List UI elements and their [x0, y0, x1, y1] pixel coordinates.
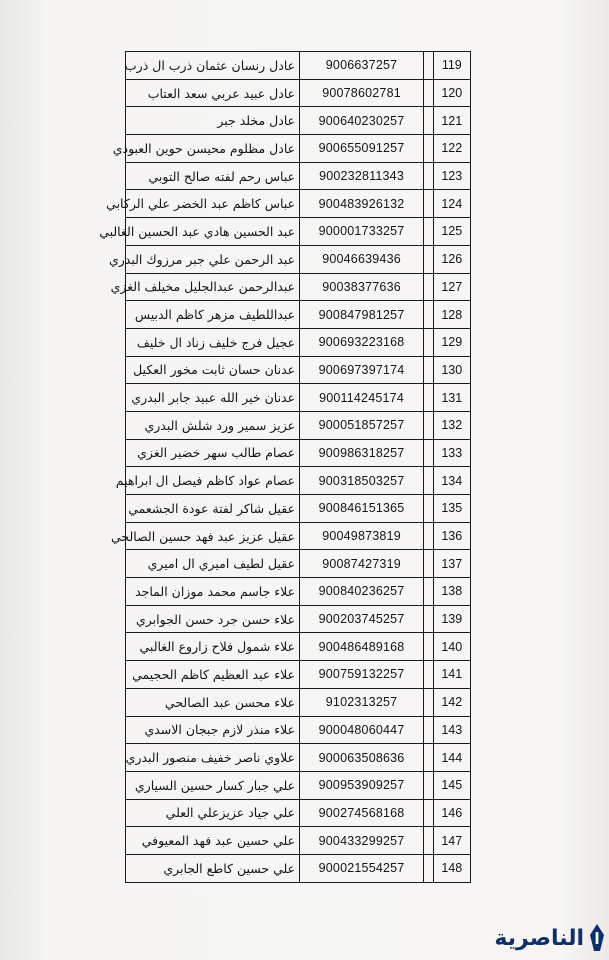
- sequence-number-cell: 142: [433, 688, 470, 716]
- name-cell: عزيز سمير ورد شلش البدري: [126, 411, 300, 439]
- table-row: [126, 301, 471, 329]
- id-number-cell: 900986318257: [300, 439, 424, 467]
- id-number-cell: 9006637257: [300, 52, 424, 80]
- sequence-number-cell: 137: [433, 550, 470, 578]
- name-cell: عباس كاظم عبد الخضر علي الركابي: [126, 190, 300, 218]
- spacer-cell: [423, 135, 433, 163]
- id-number-cell: 900274568168: [300, 799, 424, 827]
- spacer-cell: [423, 522, 433, 550]
- name-cell: عصام عواد كاظم فيصل ال ابراهيم: [126, 467, 300, 495]
- name-cell: عقيل لطيف اميري ال اميري: [126, 550, 300, 578]
- table-row: [126, 716, 471, 744]
- spacer-cell: [423, 771, 433, 799]
- name-cell: عدنان حسان ثابت مخور العكيل: [126, 356, 300, 384]
- name-cell: عبدالرحمن عبدالجليل مخيلف الغزي: [126, 273, 300, 301]
- id-number-cell: 900318503257: [300, 467, 424, 495]
- spacer-cell: [423, 550, 433, 578]
- name-cell: عادل عبيد عربي سعد العتاب: [126, 79, 300, 107]
- id-number-cell: 900759132257: [300, 661, 424, 689]
- sequence-number-cell: 127: [433, 273, 470, 301]
- sequence-number-cell: 145: [433, 771, 470, 799]
- table-row: [126, 744, 471, 772]
- spacer-cell: [423, 495, 433, 523]
- id-number-cell: 90078602781: [300, 79, 424, 107]
- id-number-cell: 900640230257: [300, 107, 424, 135]
- table-row: [126, 799, 471, 827]
- table-row: [126, 135, 471, 163]
- id-number-cell: 900953909257: [300, 771, 424, 799]
- sequence-number-cell: 131: [433, 384, 470, 412]
- id-number-cell: 900001733257: [300, 218, 424, 246]
- id-number-cell: 900846151365: [300, 495, 424, 523]
- name-cell: عبد الحسين هادي عبد الحسين الغالبي: [126, 218, 300, 246]
- table-row: [126, 661, 471, 689]
- spacer-cell: [423, 661, 433, 689]
- table-row: [126, 633, 471, 661]
- spacer-cell: [423, 190, 433, 218]
- sequence-number-cell: 146: [433, 799, 470, 827]
- name-cell: عباس رحم لفته صالح التوبي: [126, 162, 300, 190]
- sequence-number-cell: 140: [433, 633, 470, 661]
- sequence-number-cell: 135: [433, 495, 470, 523]
- id-number-cell: 900847981257: [300, 301, 424, 329]
- id-number-cell: 90087427319: [300, 550, 424, 578]
- id-number-cell: 900114245174: [300, 384, 424, 412]
- spacer-cell: [423, 688, 433, 716]
- id-number-cell: 900203745257: [300, 605, 424, 633]
- id-number-cell: 900486489168: [300, 633, 424, 661]
- table-row: [126, 52, 471, 80]
- sequence-number-cell: 126: [433, 245, 470, 273]
- name-cell: عقيل شاكر لفتة عودة الجشعمي: [126, 495, 300, 523]
- logo-text: الناصرية: [494, 925, 584, 951]
- watermark-logo: [478, 918, 606, 958]
- table-row: [126, 495, 471, 523]
- spacer-cell: [423, 301, 433, 329]
- name-cell: علي جبار كسار حسين السياري: [126, 771, 300, 799]
- spacer-cell: [423, 245, 433, 273]
- name-cell: علاء شمول فلاح زاروع الغالبي: [126, 633, 300, 661]
- table-row: [126, 79, 471, 107]
- sequence-number-cell: 139: [433, 605, 470, 633]
- spacer-cell: [423, 716, 433, 744]
- sequence-number-cell: 144: [433, 744, 470, 772]
- name-cell: علاوي ناصر خفيف منصور البدري: [126, 744, 300, 772]
- id-number-cell: 900693223168: [300, 328, 424, 356]
- spacer-cell: [423, 854, 433, 882]
- table-row: [126, 578, 471, 606]
- id-number-cell: 900232811343: [300, 162, 424, 190]
- sequence-number-cell: 122: [433, 135, 470, 163]
- spacer-cell: [423, 605, 433, 633]
- table-row: [126, 218, 471, 246]
- records-table-body: [99, 52, 471, 883]
- table-row: [126, 854, 471, 882]
- id-number-cell: 900840236257: [300, 578, 424, 606]
- table-row: [126, 522, 471, 550]
- sequence-number-cell: 147: [433, 827, 470, 855]
- sequence-number-cell: 133: [433, 439, 470, 467]
- sequence-number-cell: 119: [433, 52, 470, 80]
- table-row: [126, 162, 471, 190]
- name-cell: عادل مظلوم محيسن حوين العبودي: [126, 135, 300, 163]
- sequence-number-cell: 124: [433, 190, 470, 218]
- name-cell: عدنان خير الله عبيد جابر البدري: [126, 384, 300, 412]
- pen-nib-icon: [588, 923, 606, 953]
- table-row: [126, 384, 471, 412]
- table-row: [126, 550, 471, 578]
- sequence-number-cell: 128: [433, 301, 470, 329]
- table-row: [126, 827, 471, 855]
- id-number-cell: 900048060447: [300, 716, 424, 744]
- name-cell: علاء منذر لازم جبجان الاسدي: [126, 716, 300, 744]
- table-row: [126, 328, 471, 356]
- table-row: [126, 245, 471, 273]
- spacer-cell: [423, 79, 433, 107]
- table-row: [126, 605, 471, 633]
- id-number-cell: 9102313257: [300, 688, 424, 716]
- sequence-number-cell: 148: [433, 854, 470, 882]
- table-row: [126, 107, 471, 135]
- sequence-number-cell: 123: [433, 162, 470, 190]
- spacer-cell: [423, 384, 433, 412]
- sequence-number-cell: 132: [433, 411, 470, 439]
- id-number-cell: 900433299257: [300, 827, 424, 855]
- id-number-cell: 900051857257: [300, 411, 424, 439]
- spacer-cell: [423, 633, 433, 661]
- table-row: [126, 190, 471, 218]
- name-cell: علاء جاسم محمد موزان الماجد: [126, 578, 300, 606]
- name-cell: عبداللطيف مزهر كاظم الدبيس: [126, 301, 300, 329]
- sequence-number-cell: 143: [433, 716, 470, 744]
- sequence-number-cell: 129: [433, 328, 470, 356]
- name-cell: علاء حسن جرد حسن الجوابري: [126, 605, 300, 633]
- spacer-cell: [423, 52, 433, 80]
- id-number-cell: 900655091257: [300, 135, 424, 163]
- sequence-number-cell: 130: [433, 356, 470, 384]
- name-cell: عبد الرحمن علي جبر مرزوك البدري: [126, 245, 300, 273]
- sequence-number-cell: 125: [433, 218, 470, 246]
- table-row: [126, 273, 471, 301]
- id-number-cell: 900063508636: [300, 744, 424, 772]
- sequence-number-cell: 120: [433, 79, 470, 107]
- name-cell: علي حسين كاطع الجابري: [126, 854, 300, 882]
- sequence-number-cell: 138: [433, 578, 470, 606]
- table-row: [126, 771, 471, 799]
- sequence-number-cell: 121: [433, 107, 470, 135]
- id-number-cell: 900483926132: [300, 190, 424, 218]
- spacer-cell: [423, 411, 433, 439]
- records-table: [99, 51, 471, 883]
- table-row: [126, 439, 471, 467]
- spacer-cell: [423, 467, 433, 495]
- name-cell: علاء عبد العظيم كاظم الحجيمي: [126, 661, 300, 689]
- name-cell: عقيل عزيز عبد فهد حسين الصالحي: [126, 522, 300, 550]
- spacer-cell: [423, 439, 433, 467]
- spacer-cell: [423, 799, 433, 827]
- spacer-cell: [423, 827, 433, 855]
- spacer-cell: [423, 218, 433, 246]
- spacer-cell: [423, 356, 433, 384]
- spacer-cell: [423, 162, 433, 190]
- spacer-cell: [423, 273, 433, 301]
- name-cell: علي جياد عزيزعلي العلي: [126, 799, 300, 827]
- table-row: [126, 411, 471, 439]
- name-cell: عصام طالب سهر خضير الغزي: [126, 439, 300, 467]
- spacer-cell: [423, 744, 433, 772]
- spacer-cell: [423, 578, 433, 606]
- name-cell: عادل رنسان عثمان ذرب ال ذرب: [126, 52, 300, 80]
- spacer-cell: [423, 107, 433, 135]
- spacer-cell: [423, 328, 433, 356]
- id-number-cell: 90046639436: [300, 245, 424, 273]
- name-cell: علاء محسن عبد الصالحي: [126, 688, 300, 716]
- id-number-cell: 900697397174: [300, 356, 424, 384]
- name-cell: علي حسين عبد فهد المعيوفي: [126, 827, 300, 855]
- id-number-cell: 90049873819: [300, 522, 424, 550]
- table-row: [126, 688, 471, 716]
- name-cell: عادل مخلد جبر: [126, 107, 300, 135]
- table-row: [126, 467, 471, 495]
- name-cell: عجيل فرج خليف زناد ال خليف: [126, 328, 300, 356]
- id-number-cell: 90038377636: [300, 273, 424, 301]
- sequence-number-cell: 134: [433, 467, 470, 495]
- table-row: [126, 356, 471, 384]
- sequence-number-cell: 136: [433, 522, 470, 550]
- sequence-number-cell: 141: [433, 661, 470, 689]
- id-number-cell: 900021554257: [300, 854, 424, 882]
